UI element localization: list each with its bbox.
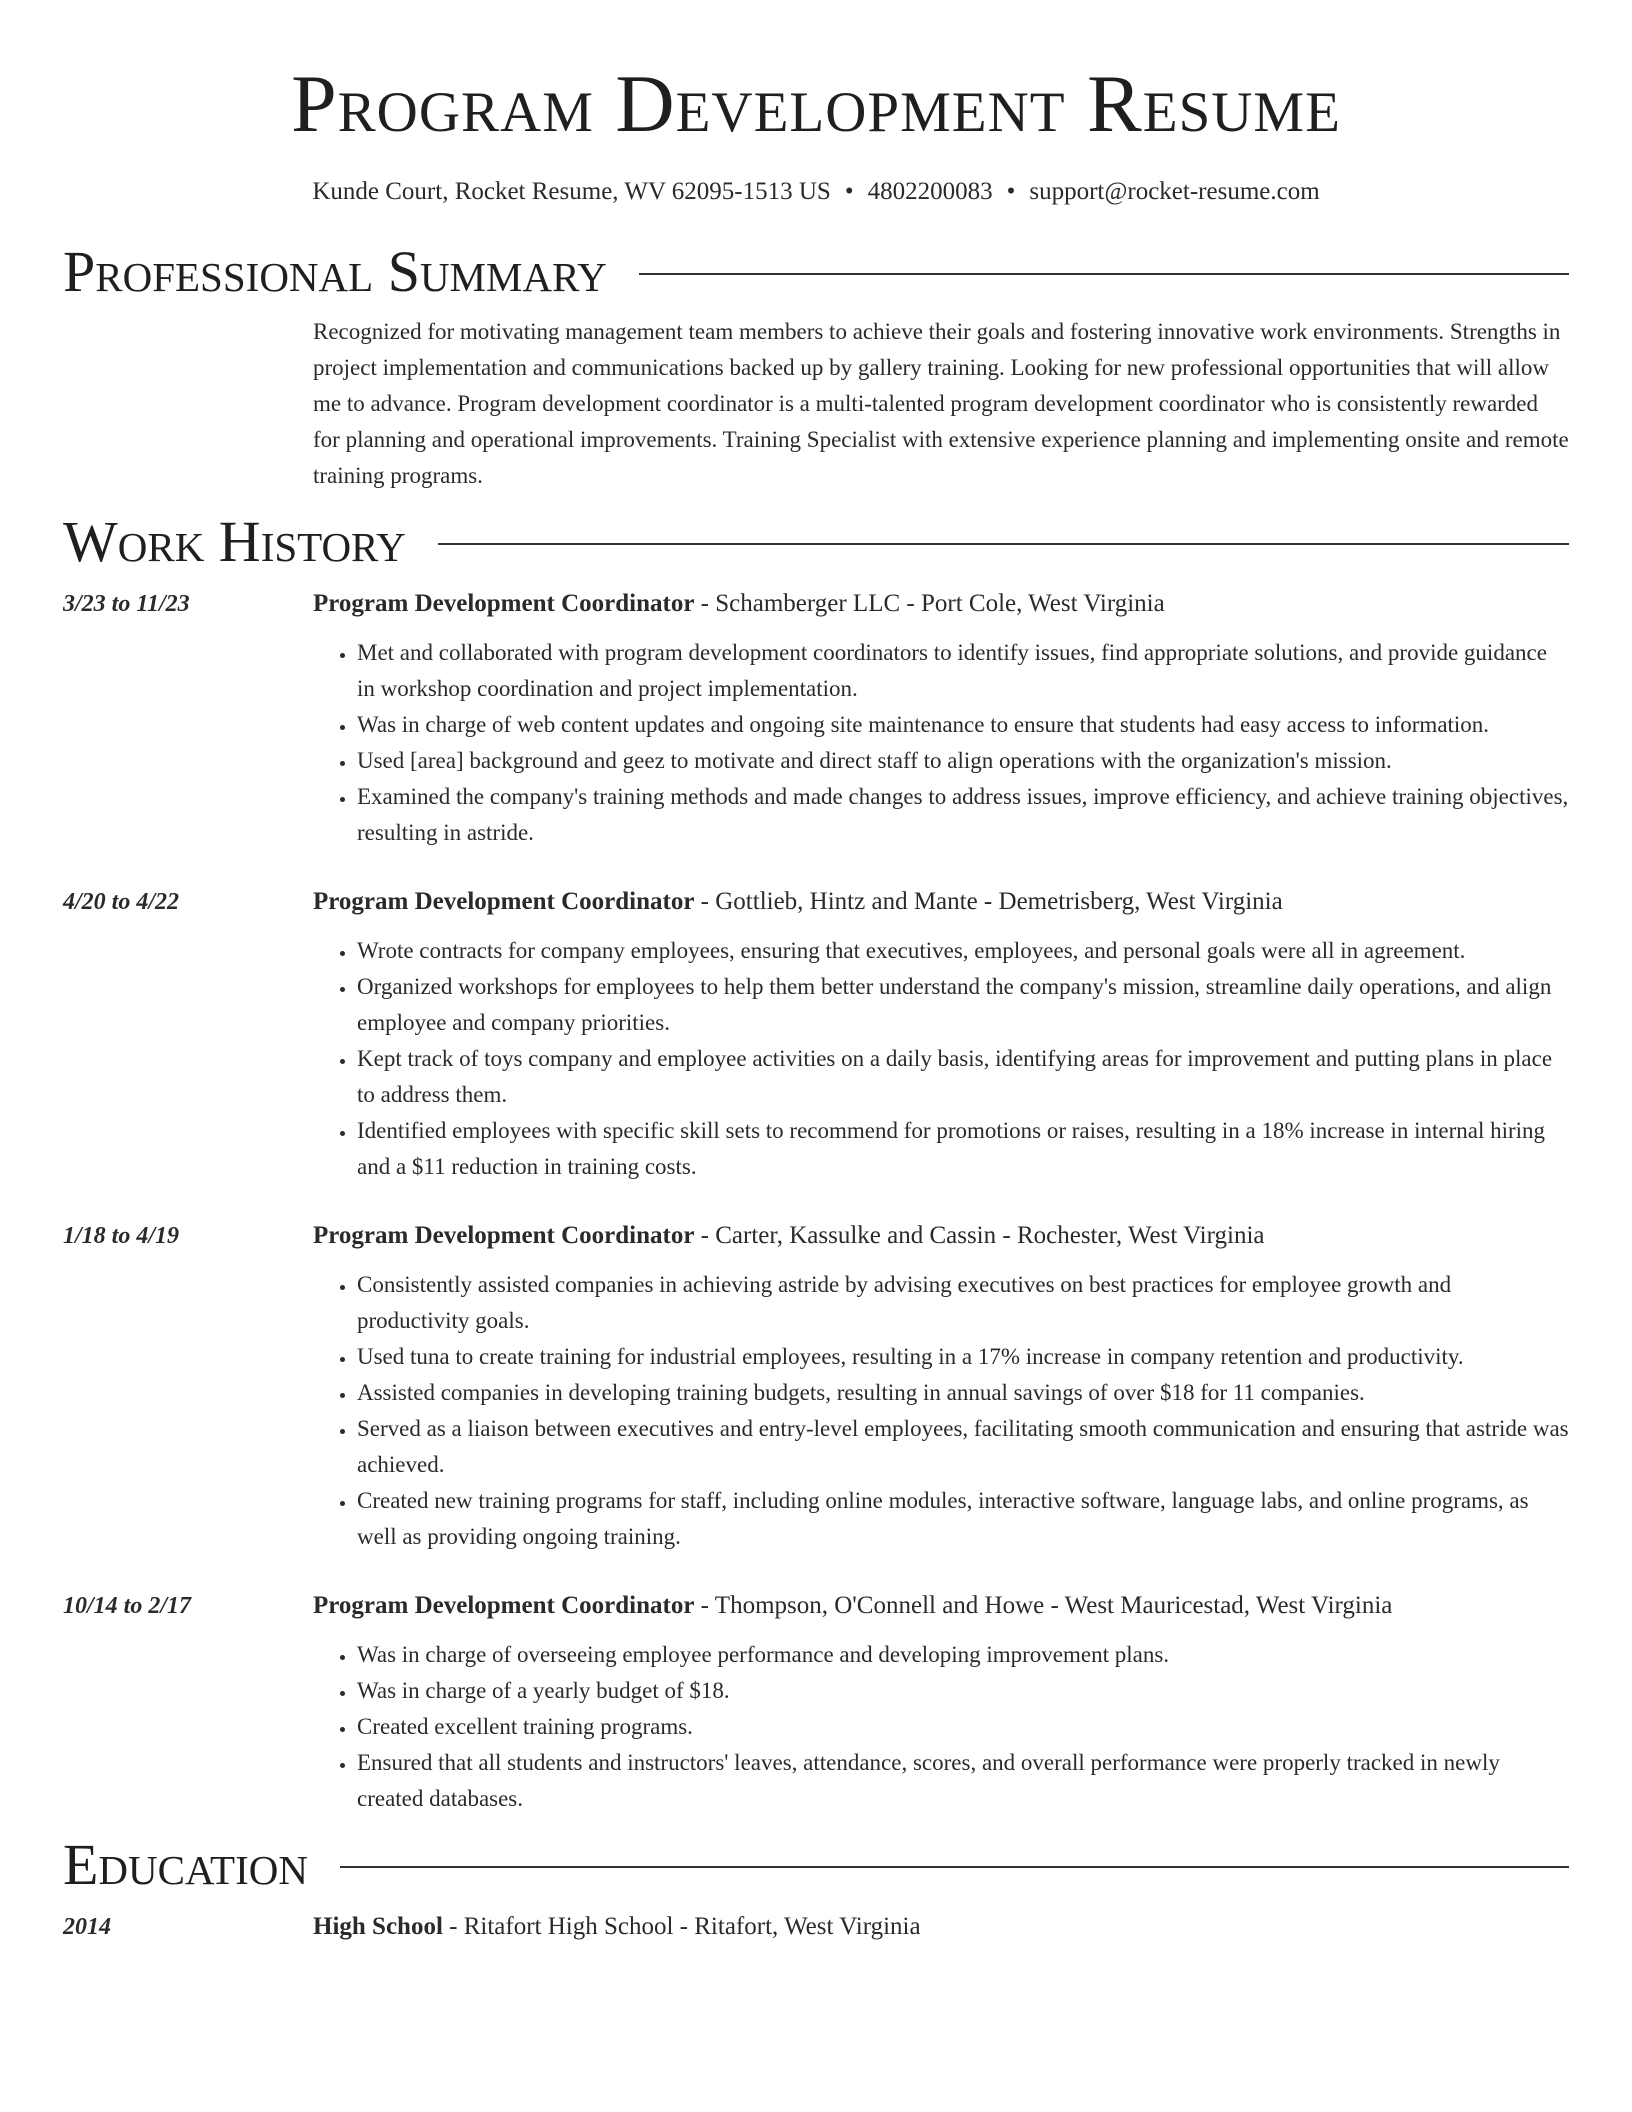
education-year: 2014 (63, 1914, 111, 1940)
job-entry (63, 884, 1569, 1185)
education-school: - Ritafort High School - Ritafort, West Virginia (442, 1913, 921, 1940)
job-bullet: • Served as a liaison between executives and entry-level employees, facilitating smooth communication and ensuring that astride was achieved. (357, 1411, 1569, 1483)
job-bullets (313, 933, 1569, 1185)
job-entry (63, 1588, 1569, 1817)
job-body (313, 1588, 1569, 1817)
education-title-line (313, 1909, 1569, 1945)
job-bullet: • Was in charge of a yearly budget of $18. (357, 1673, 1569, 1709)
job-bullet: • Used tuna to create training for industrial employees, resulting in a 17% increase in company retention and productivity. (357, 1339, 1569, 1375)
job-entry (63, 1218, 1569, 1555)
job-dates: 4/20 to 4/22 (63, 889, 180, 915)
job-bullet: • Ensured that all students and instructors' leaves, attendance, scores, and overall performance were properly tracked in newly created databases. (357, 1745, 1569, 1817)
job-dates: 1/18 to 4/19 (63, 1223, 180, 1249)
job-bullet: • Assisted companies in developing training budgets, resulting in annual savings of over $18 for 11 companies. (357, 1375, 1569, 1411)
contact-separator: • (844, 178, 854, 205)
work-section-header (63, 509, 1569, 574)
job-bullet: • Was in charge of overseeing employee performance and developing improvement plans. (357, 1637, 1569, 1673)
education-entry (63, 1909, 1569, 1945)
education-body (313, 1909, 1569, 1945)
job-bullet: • Examined the company's training methods and made changes to address issues, improve efficiency, and achieve training objectives, resulting in astride. (357, 779, 1569, 851)
job-title-line (313, 884, 1569, 920)
job-company: - Carter, Kassulke and Cassin - Rochester, West Virginia (694, 1222, 1265, 1249)
job-title: Program Development Coordinator (313, 1222, 695, 1249)
job-title-line (313, 1218, 1569, 1254)
contact-phone: 4802200083 (867, 178, 993, 205)
job-title: Program Development Coordinator (313, 590, 695, 617)
section-divider (340, 1866, 1569, 1868)
job-bullet: • Met and collaborated with program development coordinators to identify issues, find appropriate solutions, and provide guidance in workshop coordination and project implementation. (357, 635, 1569, 707)
job-bullets (313, 1637, 1569, 1817)
section-divider (639, 273, 1569, 275)
job-bullet: • Consistently assisted companies in achieving astride by advising executives on best practices for employee growth and productivity goals. (357, 1267, 1569, 1339)
job-title: Program Development Coordinator (313, 1592, 695, 1619)
job-bullet: • Created excellent training programs. (357, 1709, 1569, 1745)
job-bullet: • Was in charge of web content updates and ongoing site maintenance to ensure that students had easy access to information. (357, 707, 1569, 743)
contact-line (63, 176, 1569, 208)
job-bullet: • Used [area] background and geez to motivate and direct staff to align operations with the organization's mission. (357, 743, 1569, 779)
job-title-line (313, 586, 1569, 622)
job-entry (63, 586, 1569, 851)
job-bullet: • Created new training programs for staff, including online modules, interactive software, language labs, and online programs, as well as providing ongoing training. (357, 1483, 1569, 1555)
job-dates: 3/23 to 11/23 (63, 591, 190, 617)
job-bullet: • Wrote contracts for company employees, ensuring that executives, employees, and personal goals were all in agreement. (357, 933, 1569, 969)
job-title: Program Development Coordinator (313, 888, 695, 915)
work-heading: Work History (63, 509, 406, 574)
job-body (313, 884, 1569, 1185)
education-heading: Education (63, 1832, 308, 1897)
summary-heading: Professional Summary (63, 239, 607, 304)
job-dates: 10/14 to 2/17 (63, 1593, 192, 1619)
job-bullet: • Identified employees with specific skill sets to recommend for promotions or raises, resulting in a 18% increase in internal hiring and a $11 reduction in training costs. (357, 1113, 1569, 1185)
education-section-header (63, 1832, 1569, 1897)
job-bullet: • Kept track of toys company and employee activities on a daily basis, identifying areas for improvement and putting plans in place to address them. (357, 1041, 1569, 1113)
contact-separator: • (1006, 178, 1016, 205)
summary-text: Recognized for motivating management team members to achieve their goals and fostering innovative work environments. Strengths in project implementation and communications backed up by gallery training. Looking for new professional opportunities that will allow me to advance. Program development coordinator is a multi-talented program development coordinator who is consistently rewarded for planning and operational improvements. Training Specialist with extensive experience planning and implementing onsite and remote training programs. (313, 319, 1569, 488)
education-degree: High School (313, 1913, 443, 1940)
job-title-line (313, 1588, 1569, 1624)
job-bullet: • Organized workshops for employees to help them better understand the company's mission, streamline daily operations, and align employee and company priorities. (357, 969, 1569, 1041)
contact-email: support@rocket-resume.com (1029, 178, 1320, 205)
job-bullets (313, 1267, 1569, 1555)
job-body (313, 586, 1569, 851)
job-body (313, 1218, 1569, 1555)
job-bullets (313, 635, 1569, 851)
job-company: - Thompson, O'Connell and Howe - West Mauricestad, West Virginia (694, 1592, 1393, 1619)
job-company: - Schamberger LLC - Port Cole, West Virginia (694, 590, 1165, 617)
job-company: - Gottlieb, Hintz and Mante - Demetrisberg, West Virginia (694, 888, 1283, 915)
resume-name: Program Development Resume (291, 58, 1341, 149)
summary-section-header (63, 239, 1569, 304)
section-divider (438, 543, 1569, 545)
contact-address: Kunde Court, Rocket Resume, WV 62095-1513 US (312, 178, 831, 205)
